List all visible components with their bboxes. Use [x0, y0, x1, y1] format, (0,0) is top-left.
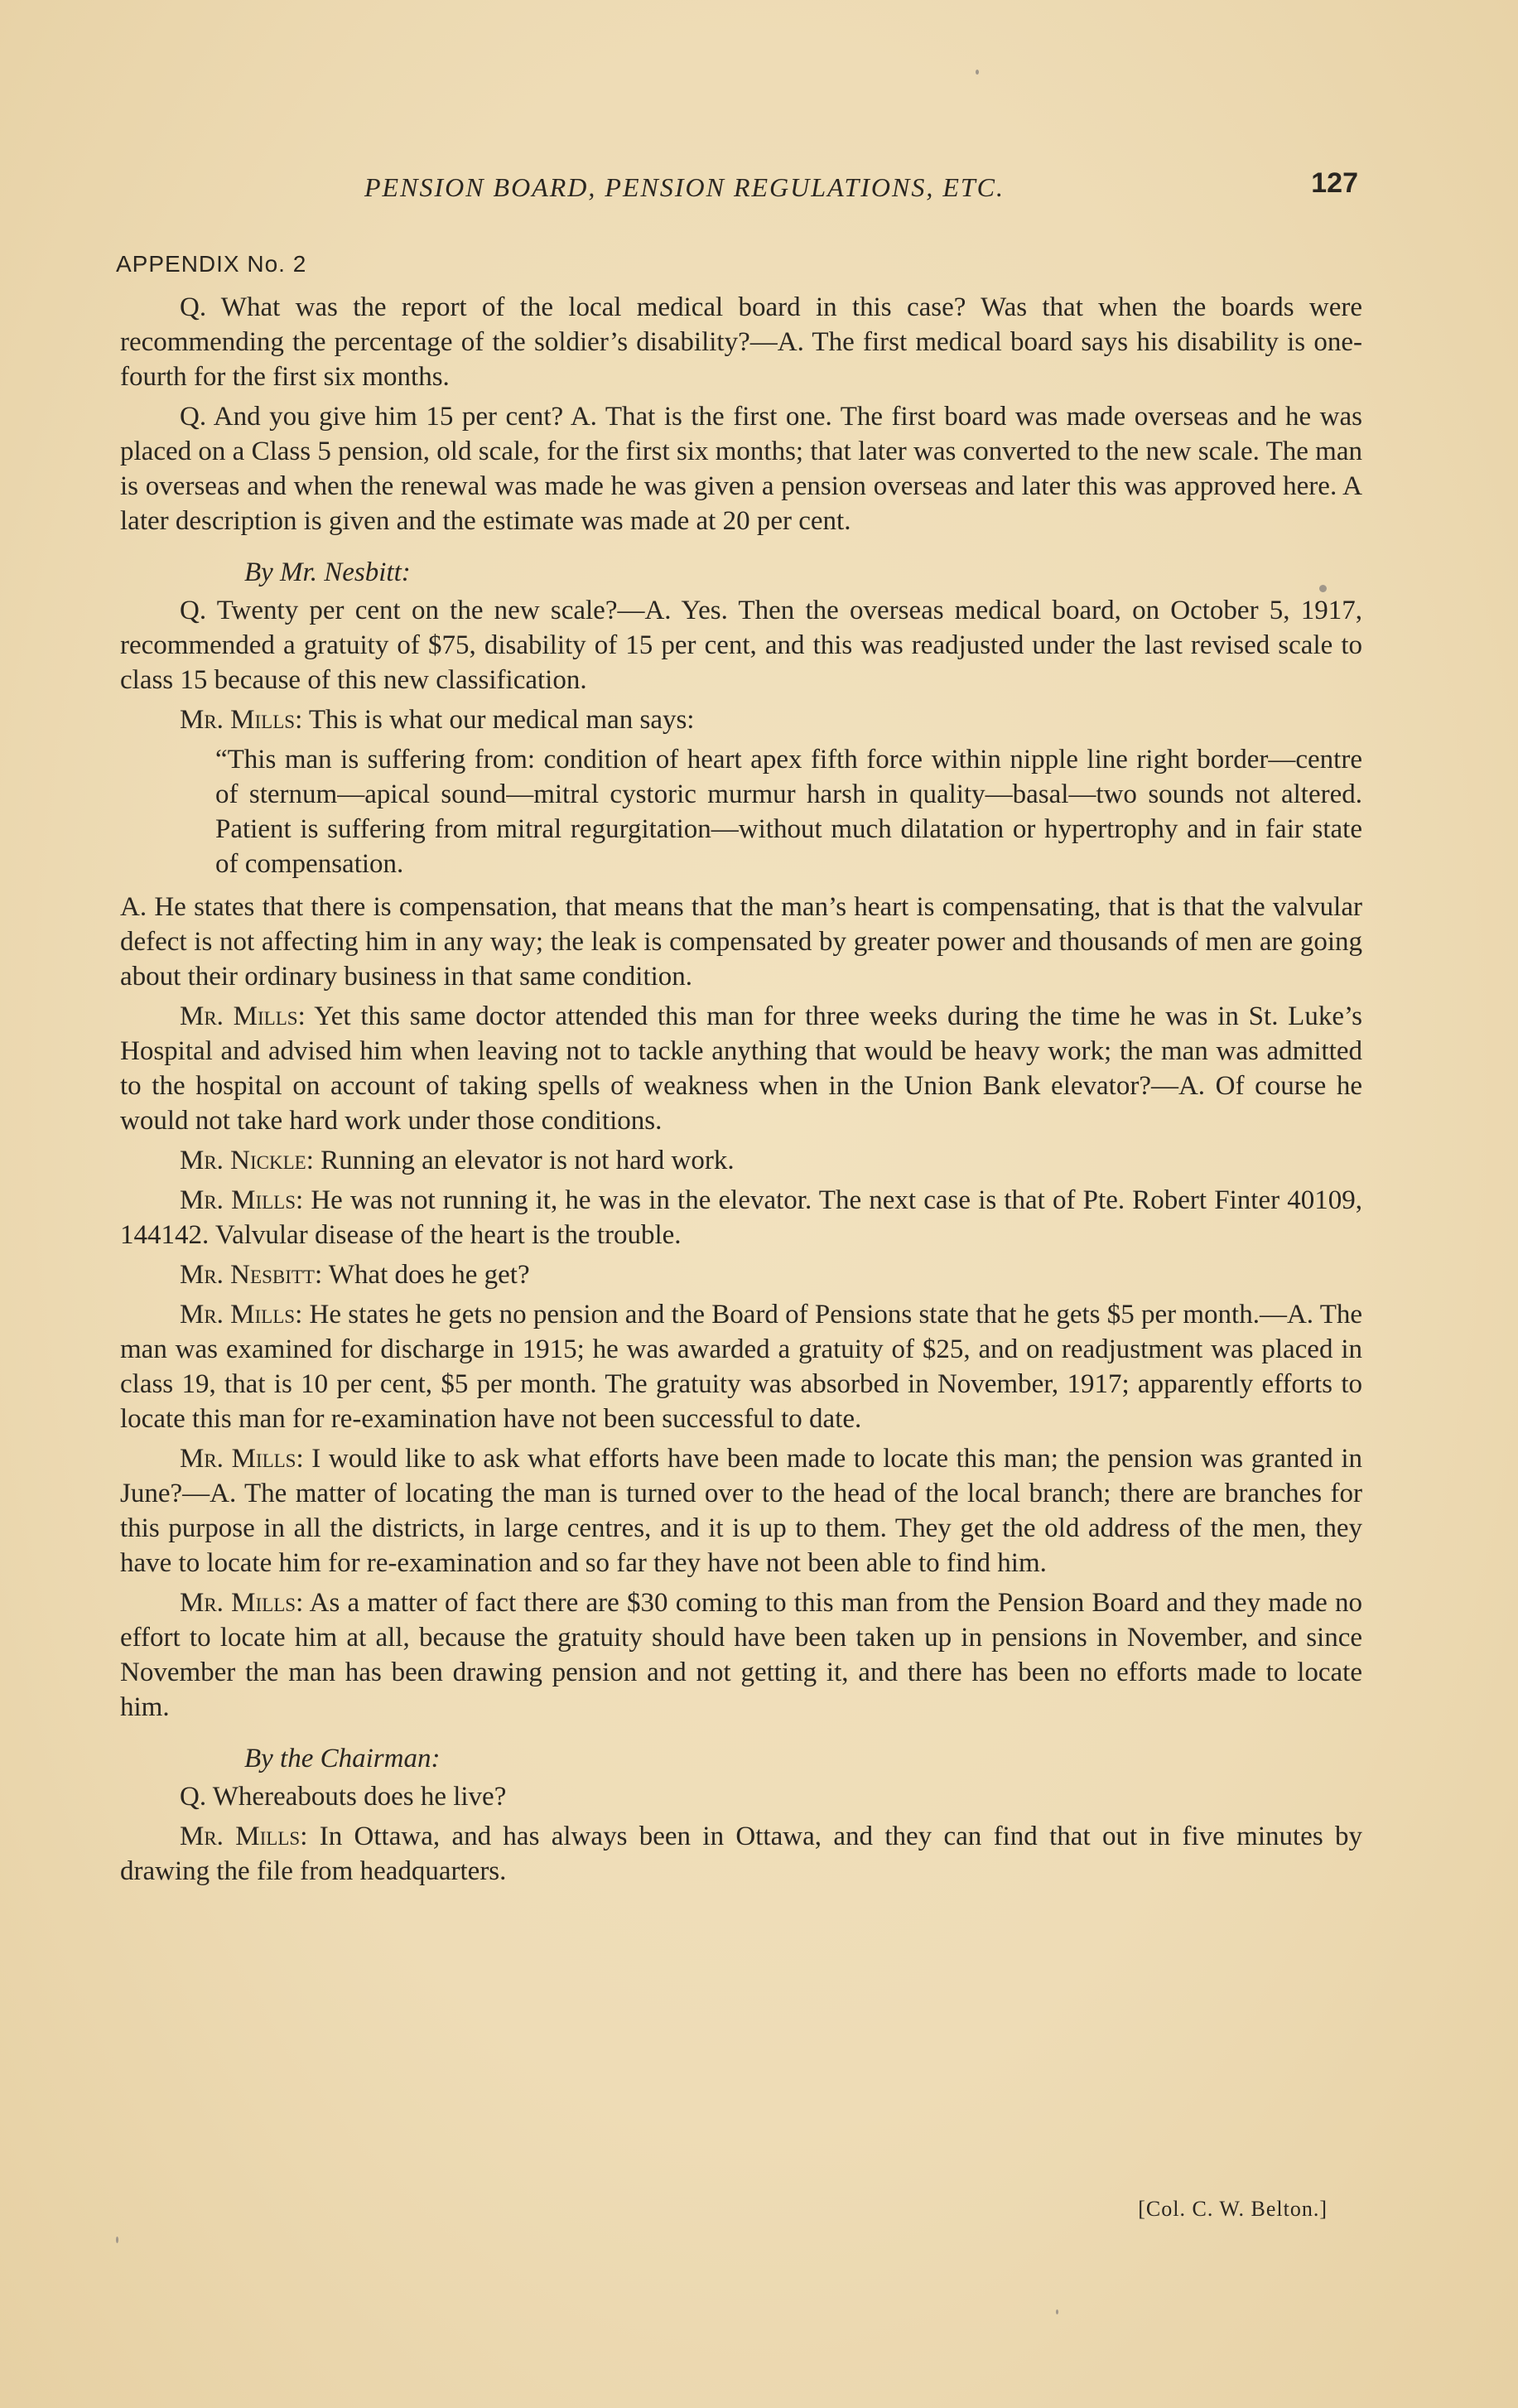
speaker-paragraph — [120, 1585, 1362, 1725]
paper-speck — [1056, 2309, 1058, 2314]
speaker-paragraph — [120, 1819, 1362, 1889]
speaker-paragraph — [120, 999, 1362, 1138]
paragraph: Q. Whereabouts does he live? — [180, 1782, 507, 1812]
speech-text: : He states he gets no pension and the Board of Pensions state that he gets $5 per month.—A. The man was examined for discharge in 1915; he was awarded a gratuity of $25, and on readjustment was placed in class 19, that is 10 per cent, $5 per month. The gratuity was absorbed in November, 1917; apparently efforts to locate this man for re-examination have not been successful to date. — [120, 1300, 1362, 1434]
paper-speck — [116, 2237, 118, 2243]
speech-text: : I would like to ask what efforts have been made to locate this man; the pension was granted in June?—A. The matter of locating the man is turned over to the head of the local branch; there are branches for this purpose in all the districts, in large centres, and it is up to them. They get the old address of the men, they have to locate him for re-examination and so far they have not been able to find him. — [120, 1444, 1362, 1578]
block-quote: “This man is suffering from: condition of heart apex fifth force within nipple line right border—centre of sternum—apical sound—mitral cystoric murmur harsh in quality—basal—two sounds not altered. Patient is suffering from mitral regurgitation—without much dilatation or hypertrophy and in fair state of compensation. — [215, 745, 1362, 879]
speaker-name: Mr. Mills — [180, 1001, 298, 1031]
speaker-paragraph — [120, 1257, 1362, 1292]
speaker-paragraph — [120, 1297, 1362, 1436]
running-header — [124, 166, 1358, 215]
speech-text: : As a matter of fact there are $30 coming to this man from the Pension Board and they made no effort to locate him at all, because the gratuity should have been taken up in pensions in November, and since November the man has been drawing pension and not getting it, and there has been no efforts made to locate him. — [120, 1588, 1363, 1722]
speech-text: : Yet this same doctor attended this man for three weeks during the time he was in St. Luke’s Hospital and advised him when leaving not to tackle anything that would be heavy work; the man was admitted to the hospital on account of taking spells of weakness when in the Union Bank elevator?—A. Of course he would not take hard work under those conditions. — [120, 1001, 1362, 1136]
answer-paragraph: A. He states that there is compensation, that means that the man’s heart is compensating, that is that the valvular defect is not affecting him in any way; the leak is compensated by greater power and thousands of men are going about their ordinary business in that same condition. — [120, 892, 1362, 992]
speech-text: : Running an elevator is not hard work. — [306, 1146, 735, 1175]
attribution: [Col. C. W. Belton.] — [1138, 2197, 1328, 2221]
speech-text: : What does he get? — [314, 1260, 530, 1290]
speaker-name: Mr. Mills — [180, 1185, 296, 1215]
appendix-label: APPENDIX No. 2 — [116, 251, 307, 277]
speech-text: : He was not running it, he was in the elevator. The next case is that of Pte. Robert Finter 40109, 144142. Valvular disease of the heart is the trouble. — [120, 1185, 1362, 1250]
speaker-name: Mr. Nickle — [180, 1146, 306, 1175]
speaker-paragraph — [120, 1143, 1362, 1178]
paragraph: Q. And you give him 15 per cent? A. That is the first one. The first board was made overseas and he was placed on a Class 5 pension, old scale, for the first six months; that later was converted to the new scale. The man is overseas and when the renewal was made he was given a pension overseas and later this was approved here. A later description is given and the estimate was made at 20 per cent. — [120, 402, 1362, 536]
speaker-paragraph — [120, 1183, 1362, 1252]
paragraph: Q. Twenty per cent on the new scale?—A. Yes. Then the overseas medical board, on October 5, 1917, recommended a gratuity of $75, disability of 15 per cent, and this was readjusted under the last revised scale to class 15 because of this new classification. — [120, 596, 1362, 695]
running-title: PENSION BOARD, PENSION REGULATIONS, ETC. — [364, 172, 1005, 202]
speaker-paragraph — [120, 702, 1362, 737]
page-number: 127 — [1311, 167, 1358, 199]
speech-text: : This is what our medical man says: — [295, 705, 695, 735]
speaker-paragraph — [120, 1441, 1362, 1580]
speaker-name: Mr. Nesbitt — [180, 1260, 315, 1290]
paragraph: Q. What was the report of the local medical board in this case? Was that when the boards were recommending the percentage of the soldier’s disability?—A. The first medical board says his disability is one-fourth for the first six months. — [120, 292, 1362, 392]
speaker-name: Mr. Mills — [180, 1300, 296, 1329]
paper-speck — [976, 70, 979, 75]
section-subhead: By the Chairman: — [244, 1744, 441, 1773]
body-text — [120, 290, 1362, 1894]
section-subhead: By Mr. Nesbitt: — [244, 557, 411, 587]
speaker-name: Mr. Mills — [180, 705, 296, 735]
paper-speck — [1319, 585, 1327, 592]
speaker-name: Mr. Mills — [180, 1444, 296, 1474]
speech-text: : In Ottawa, and has always been in Ottawa, and they can find that out in five minutes by drawing the file from headquarters. — [120, 1822, 1363, 1886]
speaker-name: Mr. Mills — [180, 1588, 296, 1618]
speaker-name: Mr. Mills — [180, 1822, 301, 1851]
